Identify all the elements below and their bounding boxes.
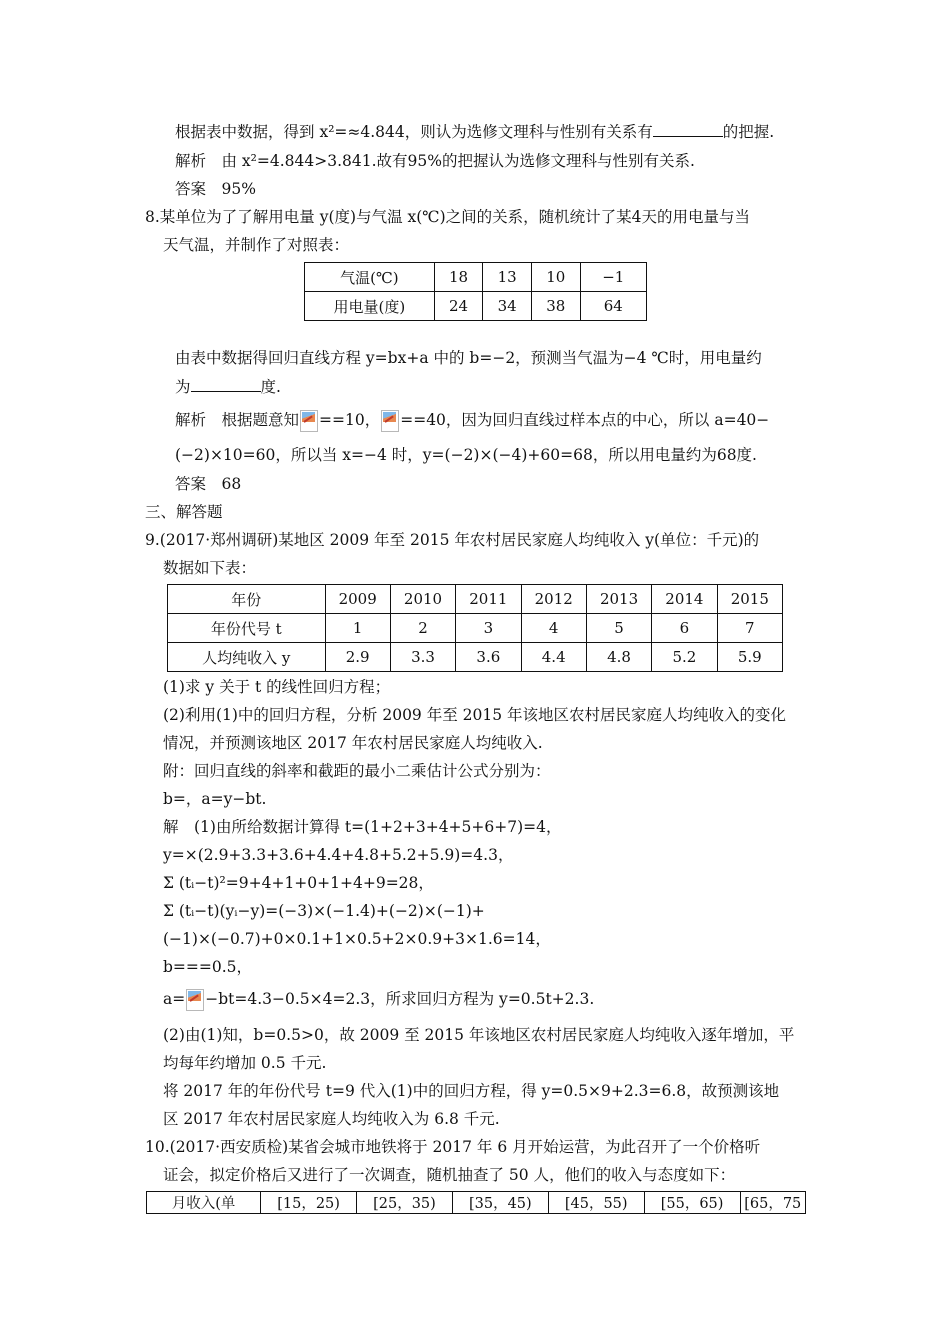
table-cell: [15，25) xyxy=(261,1192,357,1214)
table-cell: 2010 xyxy=(390,585,455,614)
table-cell: 24 xyxy=(434,292,483,321)
table-cell: [25，35) xyxy=(357,1192,453,1214)
table-cell: 用电量(度) xyxy=(305,292,435,321)
table-cell: 2012 xyxy=(521,585,586,614)
table-cell: 38 xyxy=(531,292,580,321)
text-line: 答案 95% xyxy=(175,180,256,198)
text-line: 证会，拟定价格后又进行了一次调查，随机抽查了 50 人，他们的收入与态度如下： xyxy=(163,1166,736,1184)
table-cell: [45，55) xyxy=(548,1192,644,1214)
table-cell: [55，65) xyxy=(644,1192,740,1214)
table-cell: 年份代号 t xyxy=(168,614,326,643)
table-cell: 4 xyxy=(521,614,586,643)
question-9: 9.(2017·郑州调研)某地区 2009 年至 2015 年农村居民家庭人均纯收入 y(单位：千元)的 xyxy=(145,531,760,549)
text-line: (1)求 y 关于 t 的线性回归方程； xyxy=(163,678,391,696)
text-line: 将 2017 年的年份代号 t=9 代入(1)中的回归方程，得 y=0.5×9+2.3=6.8，故预测该地 xyxy=(163,1082,780,1100)
table-cell: 2014 xyxy=(652,585,717,614)
answer-blank xyxy=(653,122,723,137)
text-line: 答案 68 xyxy=(175,475,242,493)
broken-image-icon xyxy=(381,410,399,432)
table-cell: 6 xyxy=(652,614,717,643)
table-cell: 2015 xyxy=(717,585,782,614)
text-line: 情况，并预测该地区 2017 年农村居民家庭人均纯收入. xyxy=(163,734,543,752)
table-cell: 年份 xyxy=(168,585,326,614)
table-cell: 4.8 xyxy=(586,643,651,672)
table-temperature-electricity xyxy=(304,262,647,321)
table-cell: 5 xyxy=(586,614,651,643)
table-cell: 3.3 xyxy=(390,643,455,672)
text-line: (−2)×10=60，所以当 x=−4 时，y=(−2)×(−4)+60=68，所以用电量约为68度. xyxy=(175,446,757,464)
text: ==40，因为回归直线过样本点的中心，所以 a=40− xyxy=(400,411,770,429)
text-line: y=×(2.9+3.3+3.6+4.4+4.8+5.2+5.9)=4.3， xyxy=(163,846,514,864)
table-cell: 2013 xyxy=(586,585,651,614)
table-cell: −1 xyxy=(580,263,646,292)
table-cell: 气温(℃) xyxy=(305,263,435,292)
text-line: 天气温，并制作了对照表： xyxy=(163,236,350,254)
text-line: 均每年约增加 0.5 千元. xyxy=(163,1054,327,1072)
table-monthly-income xyxy=(146,1191,806,1214)
table-cell: 2009 xyxy=(325,585,390,614)
table-cell: 7 xyxy=(717,614,782,643)
text-line: Σ (tᵢ−t)(yᵢ−y)=(−3)×(−1.4)+(−2)×(−1)+ xyxy=(163,902,485,920)
table-row xyxy=(147,1192,806,1214)
text-line: Σ (tᵢ−t)²=9+4+1+0+1+4+9=28， xyxy=(163,874,434,892)
text-line: b===0.5， xyxy=(163,958,253,976)
answer-blank xyxy=(191,377,261,392)
table-income xyxy=(167,584,783,672)
table-cell: [65，75 xyxy=(740,1192,805,1214)
text-line xyxy=(175,122,774,142)
table-row xyxy=(168,585,783,614)
text-line: 区 2017 年农村居民家庭人均纯收入为 6.8 千元. xyxy=(163,1110,500,1128)
text: x²=≈4.844，则认为选修文理科与性别有关系有 xyxy=(319,123,653,141)
text-line: 解 (1)由所给数据计算得 t=(1+2+3+4+5+6+7)=4， xyxy=(163,818,562,836)
text-line: 由表中数据得回归直线方程 y=bx+a 中的 b=−2，预测当气温为−4 ℃时，用电量约 xyxy=(175,349,762,367)
text-line: b=，a=y−bt. xyxy=(163,790,267,808)
table-cell: 2.9 xyxy=(325,643,390,672)
table-cell: 3.6 xyxy=(456,643,521,672)
table-cell: 64 xyxy=(580,292,646,321)
text-line: 附：回归直线的斜率和截距的最小二乘估计公式分别为： xyxy=(163,762,551,780)
table-cell: 人均纯收入 y xyxy=(168,643,326,672)
question-10: 10.(2017·西安质检)某省会城市地铁将于 2017 年 6 月开始运营，为此召开了一个价格听 xyxy=(145,1138,761,1156)
table-cell: 月收入(单 xyxy=(147,1192,261,1214)
table-row xyxy=(305,292,647,321)
question-8: 8.某单位为了了解用电量 y(度)与气温 x(℃)之间的关系，随机统计了某4天的用电量与当 xyxy=(145,208,751,226)
table-cell: [35，45) xyxy=(452,1192,548,1214)
text-line: (−1)×(−0.7)+0×0.1+1×0.5+2×0.9+3×1.6=14， xyxy=(163,930,551,948)
table-row xyxy=(168,643,783,672)
table-cell: 2 xyxy=(390,614,455,643)
broken-image-icon xyxy=(186,989,204,1011)
text-line xyxy=(163,989,594,1011)
text: 为 xyxy=(175,378,191,396)
text: 根据表中数据，得到 xyxy=(175,123,315,141)
section-heading: 三、解答题 xyxy=(145,503,223,521)
table-cell: 1 xyxy=(325,614,390,643)
table-cell: 5.2 xyxy=(652,643,717,672)
table-cell: 34 xyxy=(483,292,532,321)
text: a= xyxy=(163,990,186,1008)
text: 度. xyxy=(260,378,281,396)
table-cell: 10 xyxy=(531,263,580,292)
text: −bt=4.3−0.5×4=2.3，所求回归方程为 y=0.5t+2.3. xyxy=(205,990,595,1008)
text-line: 数据如下表： xyxy=(163,559,257,577)
table-cell: 13 xyxy=(483,263,532,292)
text: 的把握. xyxy=(722,123,775,141)
table-cell: 2011 xyxy=(456,585,521,614)
text-line: (2)由(1)知，b=0.5>0，故 2009 至 2015 年该地区农村居民家庭人均纯收入逐年增加，平 xyxy=(163,1026,795,1044)
text: ==10， xyxy=(319,411,381,429)
table-cell: 3 xyxy=(456,614,521,643)
table-cell: 4.4 xyxy=(521,643,586,672)
text-line xyxy=(175,410,769,432)
table-row xyxy=(168,614,783,643)
table-cell: 18 xyxy=(434,263,483,292)
text: 解析 根据题意知 xyxy=(175,411,300,429)
text-line xyxy=(175,377,281,397)
table-row xyxy=(305,263,647,292)
text-line: (2)利用(1)中的回归方程，分析 2009 年至 2015 年该地区农村居民家庭人均纯收入的变化 xyxy=(163,706,787,724)
broken-image-icon xyxy=(300,410,318,432)
text-line: 解析 由 x²=4.844>3.841.故有95%的把握认为选修文理科与性别有关系. xyxy=(175,152,695,170)
table-cell: 5.9 xyxy=(717,643,782,672)
